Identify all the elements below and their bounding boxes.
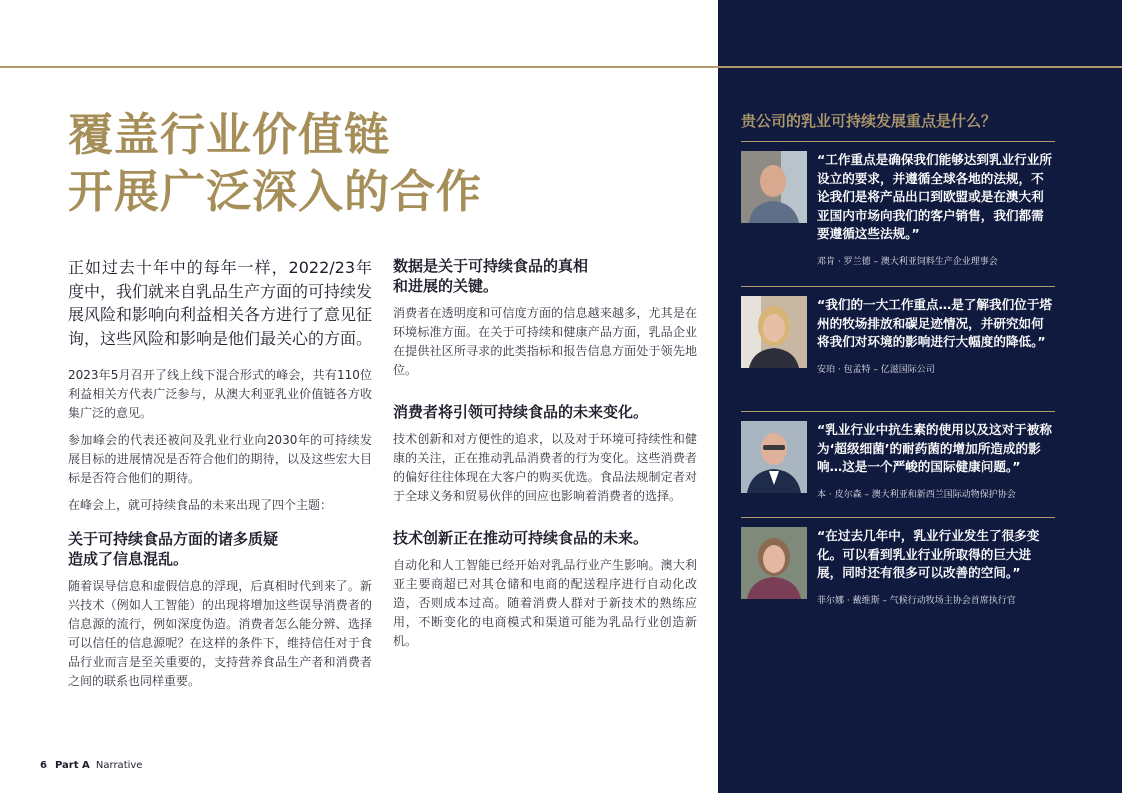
quote-text: “工作重点是确保我们能够达到乳业行业所设立的要求，并遵循全球各地的法规，不论我们是将产品出口到欧盟或是在澳大利亚国内市场向我们的客户销售，我们都需要遵循这些法规。” <box>817 152 1052 242</box>
avatar-photo <box>741 296 807 368</box>
footer-section: Narrative <box>95 760 143 771</box>
quote-attribution: 安珀 · 包孟特 – 亿滋国际公司 <box>817 364 935 375</box>
quote-block <box>741 286 1055 375</box>
avatar-photo <box>741 421 807 493</box>
quote-text: “我们的一大工作重点…是了解我们位于塔州的牧场排放和碳足迹情况，并研究如何将我们对环境的影响进行大幅度的降低。” <box>817 297 1052 350</box>
avatar-photo <box>741 527 807 599</box>
theme-2-heading <box>393 256 697 296</box>
theme-3-paragraph: 技术创新和对方便性的追求，以及对于环境可持续性和健康的关注，正在推动乳品消费者的行为变化。这些消费者的偏好往往体现在大客户的购买优选。食品法规制定者对于全球义务和贸易伙伴的回应也影响着消费者的选择。 <box>393 432 697 503</box>
person-portrait-icon <box>741 421 807 493</box>
theme-3-heading: 消费者将引领可持续食品的未来变化。 <box>393 403 649 421</box>
theme-2-heading-line-1: 数据是关于可持续食品的真相 <box>393 257 589 275</box>
theme-1-heading-line-1: 关于可持续食品方面的诸多质疑 <box>68 530 279 548</box>
quotes-sidebar <box>718 0 1122 793</box>
targets-paragraph: 参加峰会的代表还被问及乳业行业向2030年的可持续发展目标的进展情况是否符合他们的期待，以及这些宏大目标是否符合他们的期待。 <box>68 433 372 485</box>
theme-2-paragraph: 消费者在透明度和可信度方面的信息越来越多，尤其是在环境标准方面。在关于可持续和健康产品方面，乳品企业在提供社区所寻求的此类指标和报告信息方面处于领先地位。 <box>393 306 697 377</box>
middle-column <box>393 256 697 659</box>
quote-attribution: 菲尔娜 · 戴维斯 – 气候行动牧场主协会首席执行官 <box>817 595 1016 606</box>
page-title-line-2: 开展广泛深入的合作 <box>68 165 483 218</box>
avatar-photo <box>741 151 807 223</box>
summit-paragraph: 2023年5月召开了线上线下混合形式的峰会，共有110位利益相关方代表广泛参与，从澳大利亚乳业价值链各方收集广泛的意见。 <box>68 368 372 420</box>
quote-block <box>741 141 1055 267</box>
quote-attribution: 邓肯 · 罗兰德 – 澳大利亚饲料生产企业理事会 <box>817 256 998 267</box>
spacer <box>393 514 697 528</box>
quote-text: “在过去几年中，乳业行业发生了很多变化。可以看到乳业行业所取得的巨大进展，同时还有很多可以改善的空间。” <box>817 528 1040 581</box>
page-footer <box>40 760 142 771</box>
theme-1-heading-line-2: 造成了信息混乱。 <box>68 550 189 568</box>
lead-paragraph: 正如过去十年中的每年一样，2022/23年度中，我们就来自乳品生产方面的可持续发展风险和影响向利益相关各方进行了意见征询，这些风险和影响是他们最关心的方面。 <box>68 258 373 348</box>
page-title <box>68 106 482 220</box>
quote-block <box>741 517 1055 606</box>
sidebar-question: 贵公司的乳业可持续发展重点是什么？ <box>741 112 997 130</box>
person-portrait-icon <box>741 527 807 599</box>
theme-4-heading: 技术创新正在推动可持续食品的未来。 <box>393 529 649 547</box>
quote-text: “乳业行业中抗生素的使用以及这对于被称为‘超级细菌’的耐药菌的增加所造成的影响…这是一个严峻的国际健康问题。” <box>817 422 1052 475</box>
quote-block <box>741 411 1055 500</box>
spacer <box>393 388 697 402</box>
header-gold-rule <box>0 66 718 68</box>
left-column <box>68 256 372 699</box>
sidebar-gold-rule <box>718 66 1122 68</box>
theme-4-paragraph: 自动化和人工智能已经开始对乳品行业产生影响。澳大利亚主要商超已对其仓储和电商的配送程序进行自动化改造，否则成本过高。随着消费人群对于新技术的熟练应用，不断变化的电商模式和渠道可能为乳品行业创造新机。 <box>393 558 697 648</box>
person-portrait-icon <box>741 296 807 368</box>
page-number: 6 <box>40 760 47 771</box>
person-portrait-icon <box>741 151 807 223</box>
quote-attribution: 本 · 皮尔森 – 澳大利亚和新西兰国际动物保护协会 <box>817 489 1016 500</box>
footer-part: Part A <box>54 760 90 771</box>
theme-1-paragraph: 随着误导信息和虚假信息的浮现，后真相时代到来了。新兴技术（例如人工智能）的出现将增加这些误导消费者的信息源的流行，例如深度伪造。消费者怎么能分辨、选择可以信任的信息源呢？在这样的条件下，维持信任对于食品行业而言是至关重要的，支持营养食品生产者和消费者之间的联系也同样重要。 <box>68 579 372 688</box>
theme-2-heading-line-2: 和进展的关键。 <box>393 277 499 295</box>
themes-intro-paragraph: 在峰会上，就可持续食品的未来出现了四个主题： <box>68 498 333 512</box>
theme-1-heading <box>68 529 372 569</box>
page-title-line-1: 覆盖行业价值链 <box>68 108 391 161</box>
